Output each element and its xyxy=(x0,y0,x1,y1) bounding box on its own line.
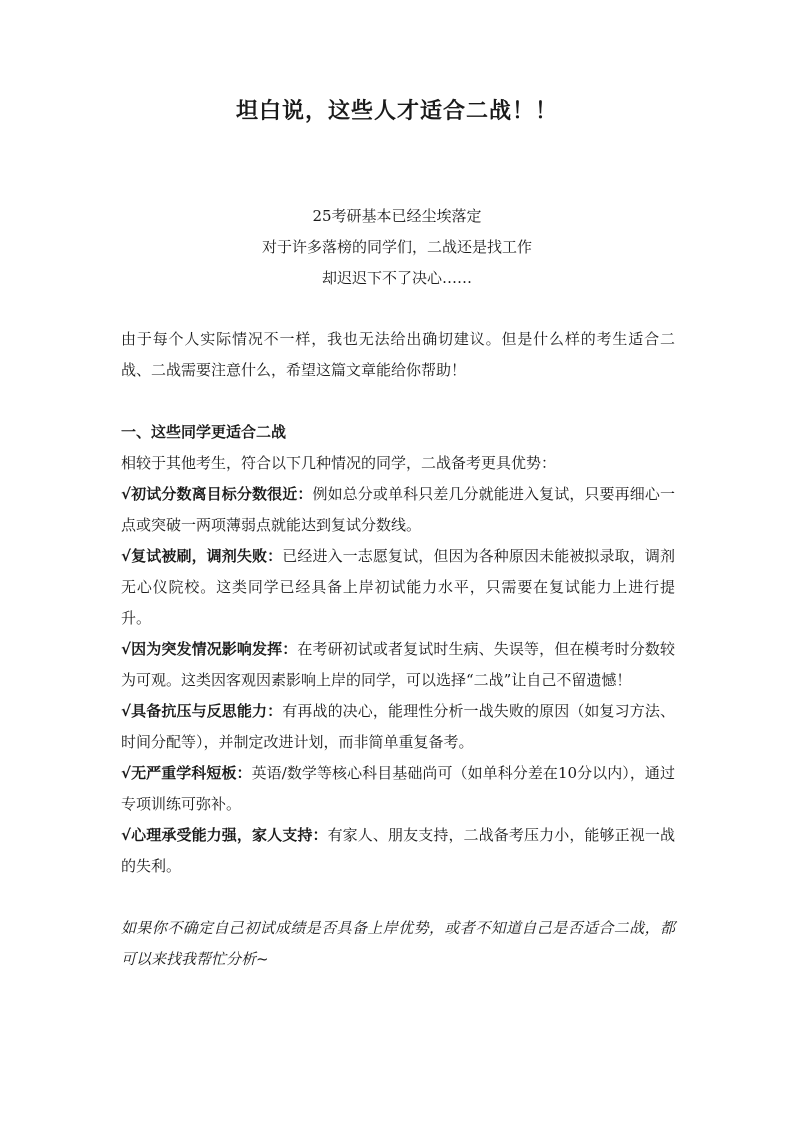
bullet-heading: 因为突发情况影响发挥： xyxy=(131,640,298,658)
intro-line: 却迟迟下不了决心…… xyxy=(321,269,472,287)
bullet-heading: 初试分数离目标分数很近： xyxy=(131,485,313,503)
bullet-body: 有再战的决心，能理性分析一战失败的原因（如复习方法、时间分配等），并制定改进计划，而非简单重复备考。 xyxy=(121,702,675,751)
bullet-item xyxy=(121,634,675,696)
check-icon: √ xyxy=(121,826,132,844)
bullet-item xyxy=(121,758,675,820)
bullet-body: 已经进入一志愿复试，但因为各种原因未能被拟录取，调剂无心仪院校。这类同学已经具备上岸初试能力水平，只需要在复试能力上进行提升。 xyxy=(121,547,675,627)
check-icon: √ xyxy=(121,764,132,782)
bullet-item xyxy=(121,479,675,541)
bullet-body: 在考研初试或者复试时生病、失误等，但在模考时分数较为可观。这类因客观因素影响上岸的同学，可以选择“二战”让自己不留遗憾！ xyxy=(121,640,675,689)
section-intro: 相较于其他考生，符合以下几种情况的同学，二战备考更具优势： xyxy=(121,454,557,472)
section-heading: 一、这些同学更适合二战 xyxy=(121,423,287,441)
bullet-body: 英语/数学等核心科目基础尚可（如单科分差在10分以内），通过专项训练可弥补。 xyxy=(121,764,675,813)
check-icon: √ xyxy=(121,640,132,658)
page-title: 坦白说，这些人才适合二战！！ xyxy=(235,99,558,124)
bullet-body: 有家人、朋友支持，二战备考压力小，能够正视一战的失利。 xyxy=(121,826,675,875)
intro-line: 25考研基本已经尘埃落定 xyxy=(312,207,482,225)
article-body xyxy=(121,324,675,975)
check-icon: √ xyxy=(121,547,132,565)
bullet-body: 例如总分或单科只差几分就能进入复试，只要再细心一点或突破一两项薄弱点就能达到复试分数线。 xyxy=(121,485,675,534)
spacer xyxy=(121,882,675,913)
bullet-heading: 复试被刷，调剂失败： xyxy=(131,547,283,565)
bullet-item xyxy=(121,696,675,758)
closing-paragraph: 如果你不确定自己初试成绩是否具备上岸优势，或者不知道自己是否适合二战，都可以来找我帮忙分析~ xyxy=(121,919,675,968)
lead-paragraph: 由于每个人实际情况不一样，我也无法给出确切建议。但是什么样的考生适合二战、二战需要注意什么，希望这篇文章能给你帮助！ xyxy=(121,330,675,379)
check-icon: √ xyxy=(121,485,132,503)
bullet-heading: 心理承受能力强，家人支持： xyxy=(131,826,328,844)
check-icon: √ xyxy=(121,702,132,720)
bullet-item xyxy=(121,541,675,634)
intro-line: 对于许多落榜的同学们，二战还是找工作 xyxy=(261,238,532,256)
bullet-item xyxy=(121,820,675,882)
bullet-heading: 具备抗压与反思能力： xyxy=(131,702,283,720)
bullet-heading: 无严重学科短板： xyxy=(131,764,252,782)
intro-block xyxy=(0,201,794,294)
spacer xyxy=(121,386,675,417)
